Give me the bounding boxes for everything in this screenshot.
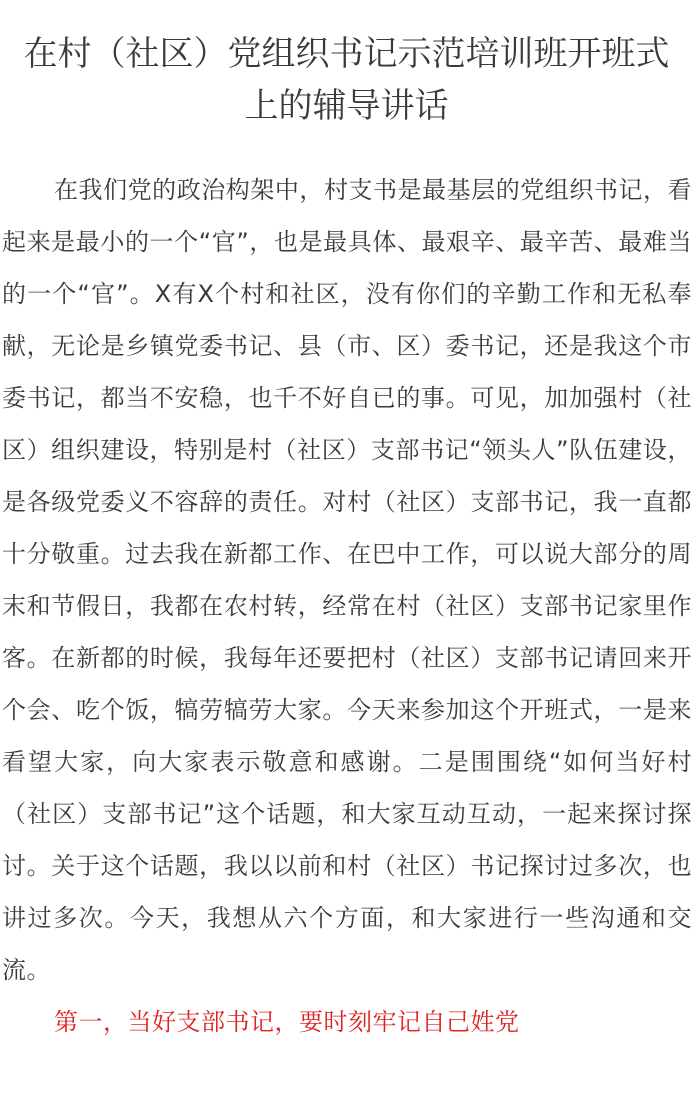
- paragraph-1: 在我们党的政治构架中，村支书是最基层的党组织书记，看起来是最小的一个“官”，也是最具体、最艰辛、最辛苦、最难当的一个“官”。X有X个村和社区，没有你们的辛勤工作和无私奉献，无论是乡镇党委书记、县（市、区）委书记，还是我这个市委书记，都当不安稳，也千不好自已的事。可见，加加强村（社区）组织建设，特别是村（社区）支部书记“领头人”队伍建设，是各级党委义不容辞的责任。对村（社区）支部书记，我一直都十分敬重。过去我在新都工作、在巴中工作，可以说大部分的周末和节假日，我都在农村转，经常在村（社区）支部书记家里作客。在新都的时候，我每年还要把村（社区）支部书记请回来开个会、吃个饭，犒劳犒劳大家。今天来参加这个开班式，一是来看望大家，向大家表示敬意和感谢。二是围围绕“如何当好村（社区）支部书记”这个话题，和大家互动互动，一起来探讨探讨。关于这个话题，我以以前和村（社区）书记探讨过多次，也讲过多次。今天，我想从六个方面，和大家进行一些沟通和交流。: [2, 176, 692, 984]
- page-title: [0, 0, 693, 132]
- document-body: [0, 132, 692, 1048]
- title-line-2: 上的辅导讲话: [244, 86, 449, 126]
- title-line-1: 在村（社区）党组织书记示范培训班开班式: [23, 34, 670, 74]
- section-heading-1: 第一，当好支部书记，要时刻牢记自己姓党: [54, 1008, 520, 1036]
